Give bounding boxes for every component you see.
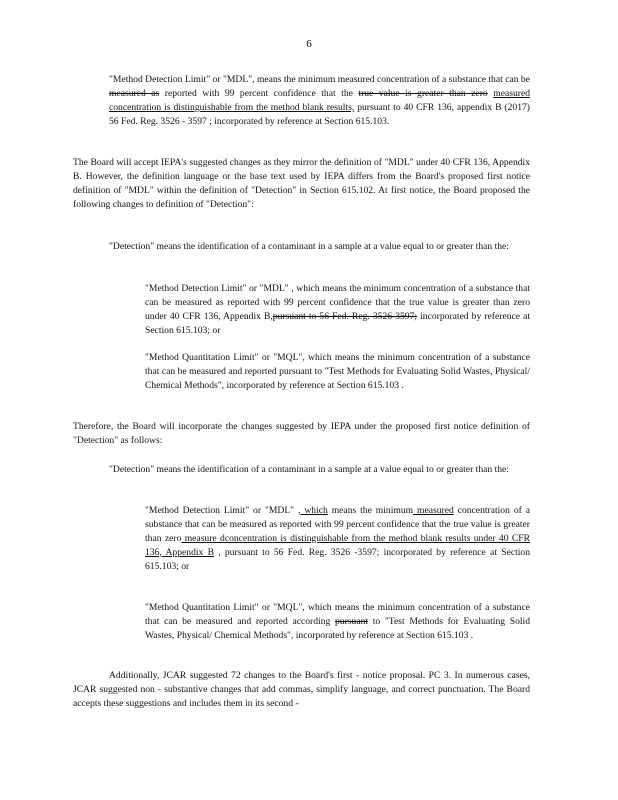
board-response-paragraph: The Board will accept IEPA's suggested changes as they mirror the definition of "MDL" under 40 CFR 136, Appendix B. However, the definition language or the base text used by IEPA differs from the Board's proposed first notice definition of "MDL" within the definition of "Detection" in Section 615.102. At first notice, the Board proposed the following changes to definition of "Detection": — [73, 157, 530, 210]
inserted-text: measured concentration is distinguishable from the method blank results, — [109, 87, 530, 113]
jcar-paragraph: Additionally, JCAR suggested 72 changes to the Board's first - notice proposal. PC 3. In numerous cases, JCAR suggested non - substantive changes that add commas, simplify language, and correct punctuation. The Board accepts these suggestions and includes them in its second - — [73, 670, 530, 709]
mdl-subitem-revised — [145, 504, 530, 574]
inserted-text: measure dconcentration is distinguishable from the method blank results under 40 CFR 136, Appendix B — [145, 532, 530, 558]
text-run: "Method Detection Limit" or "MDL" , which means the minimum concentration of a substance that can be measured as reported with 99 percent confidence that the true value is greater than zero under 40 CFR 136, Appendix B, — [145, 283, 530, 322]
struck-text: true value is greater than zero — [358, 87, 488, 99]
mdl-subitem-paragraph — [145, 282, 530, 338]
text-run: concentration of a substance that can be measured as reported with 99 percent confidence that the true value is greater than zero — [145, 505, 530, 544]
text-run: incorporated by reference at Section 615.103; or — [145, 310, 530, 336]
mql-subitem-revised — [145, 601, 530, 643]
text-run: reported with 99 percent confidence that the — [159, 87, 353, 99]
text-run: "Method Detection Limit" or "MDL" , — [145, 505, 301, 516]
text-run: means the minimum — [327, 505, 414, 516]
therefore-paragraph: Therefore, the Board will incorporate the changes suggested by IEPA under the proposed first notice definition of "Detection" as follows: — [73, 421, 530, 446]
text-run: "Method Quantitation Limit" or "MQL", which means the minimum concentration of a substance that can be measured and reported according — [145, 602, 530, 627]
struck-text: pursuant — [335, 615, 369, 627]
inserted-text: measured — [413, 505, 454, 516]
text-run: to "Test Methods for Evaluating Solid Wastes, Physical/ Chemical Methods", incorporated by reference at Section 615.103 . — [145, 615, 531, 641]
struck-text: measured as — [109, 87, 160, 99]
text-run: "Method Detection Limit" or "MDL", means the minimum measured concentration of a substance that can be — [109, 74, 530, 85]
text-run: , pursuant to 56 Fed. Reg. 3526 -3597; incorporated by reference at Section 615.103; or — [145, 546, 531, 572]
detection-definition-paragraph: "Detection" means the identification of a contaminant in a sample at a value equal to or greater than the: — [109, 241, 509, 252]
mql-subitem-paragraph: "Method Quantitation Limit" or "MQL", which means the minimum concentration of a substance that can be measured and reported pursuant to "Test Methods for Evaluating Solid Wastes, Physical/ Chemical Methods", incorporated by reference at Section 615.103 . — [145, 352, 530, 391]
detection-definition-revised: "Detection" means the identification of a contaminant in a sample at a value equal to or greater than the: — [109, 464, 509, 475]
struck-text: pursuant to 56 Fed. Reg. 3526-3597; — [272, 310, 418, 322]
text-run: pursuant to 40 CFR 136, appendix B (2017) 56 Fed. Reg. 3526 - 3597 ; incorporated by reference at Section 615.103. — [109, 101, 530, 127]
page-number: 6 — [306, 38, 312, 50]
inserted-text: which — [300, 505, 328, 516]
mdl-definition-paragraph — [109, 73, 530, 129]
